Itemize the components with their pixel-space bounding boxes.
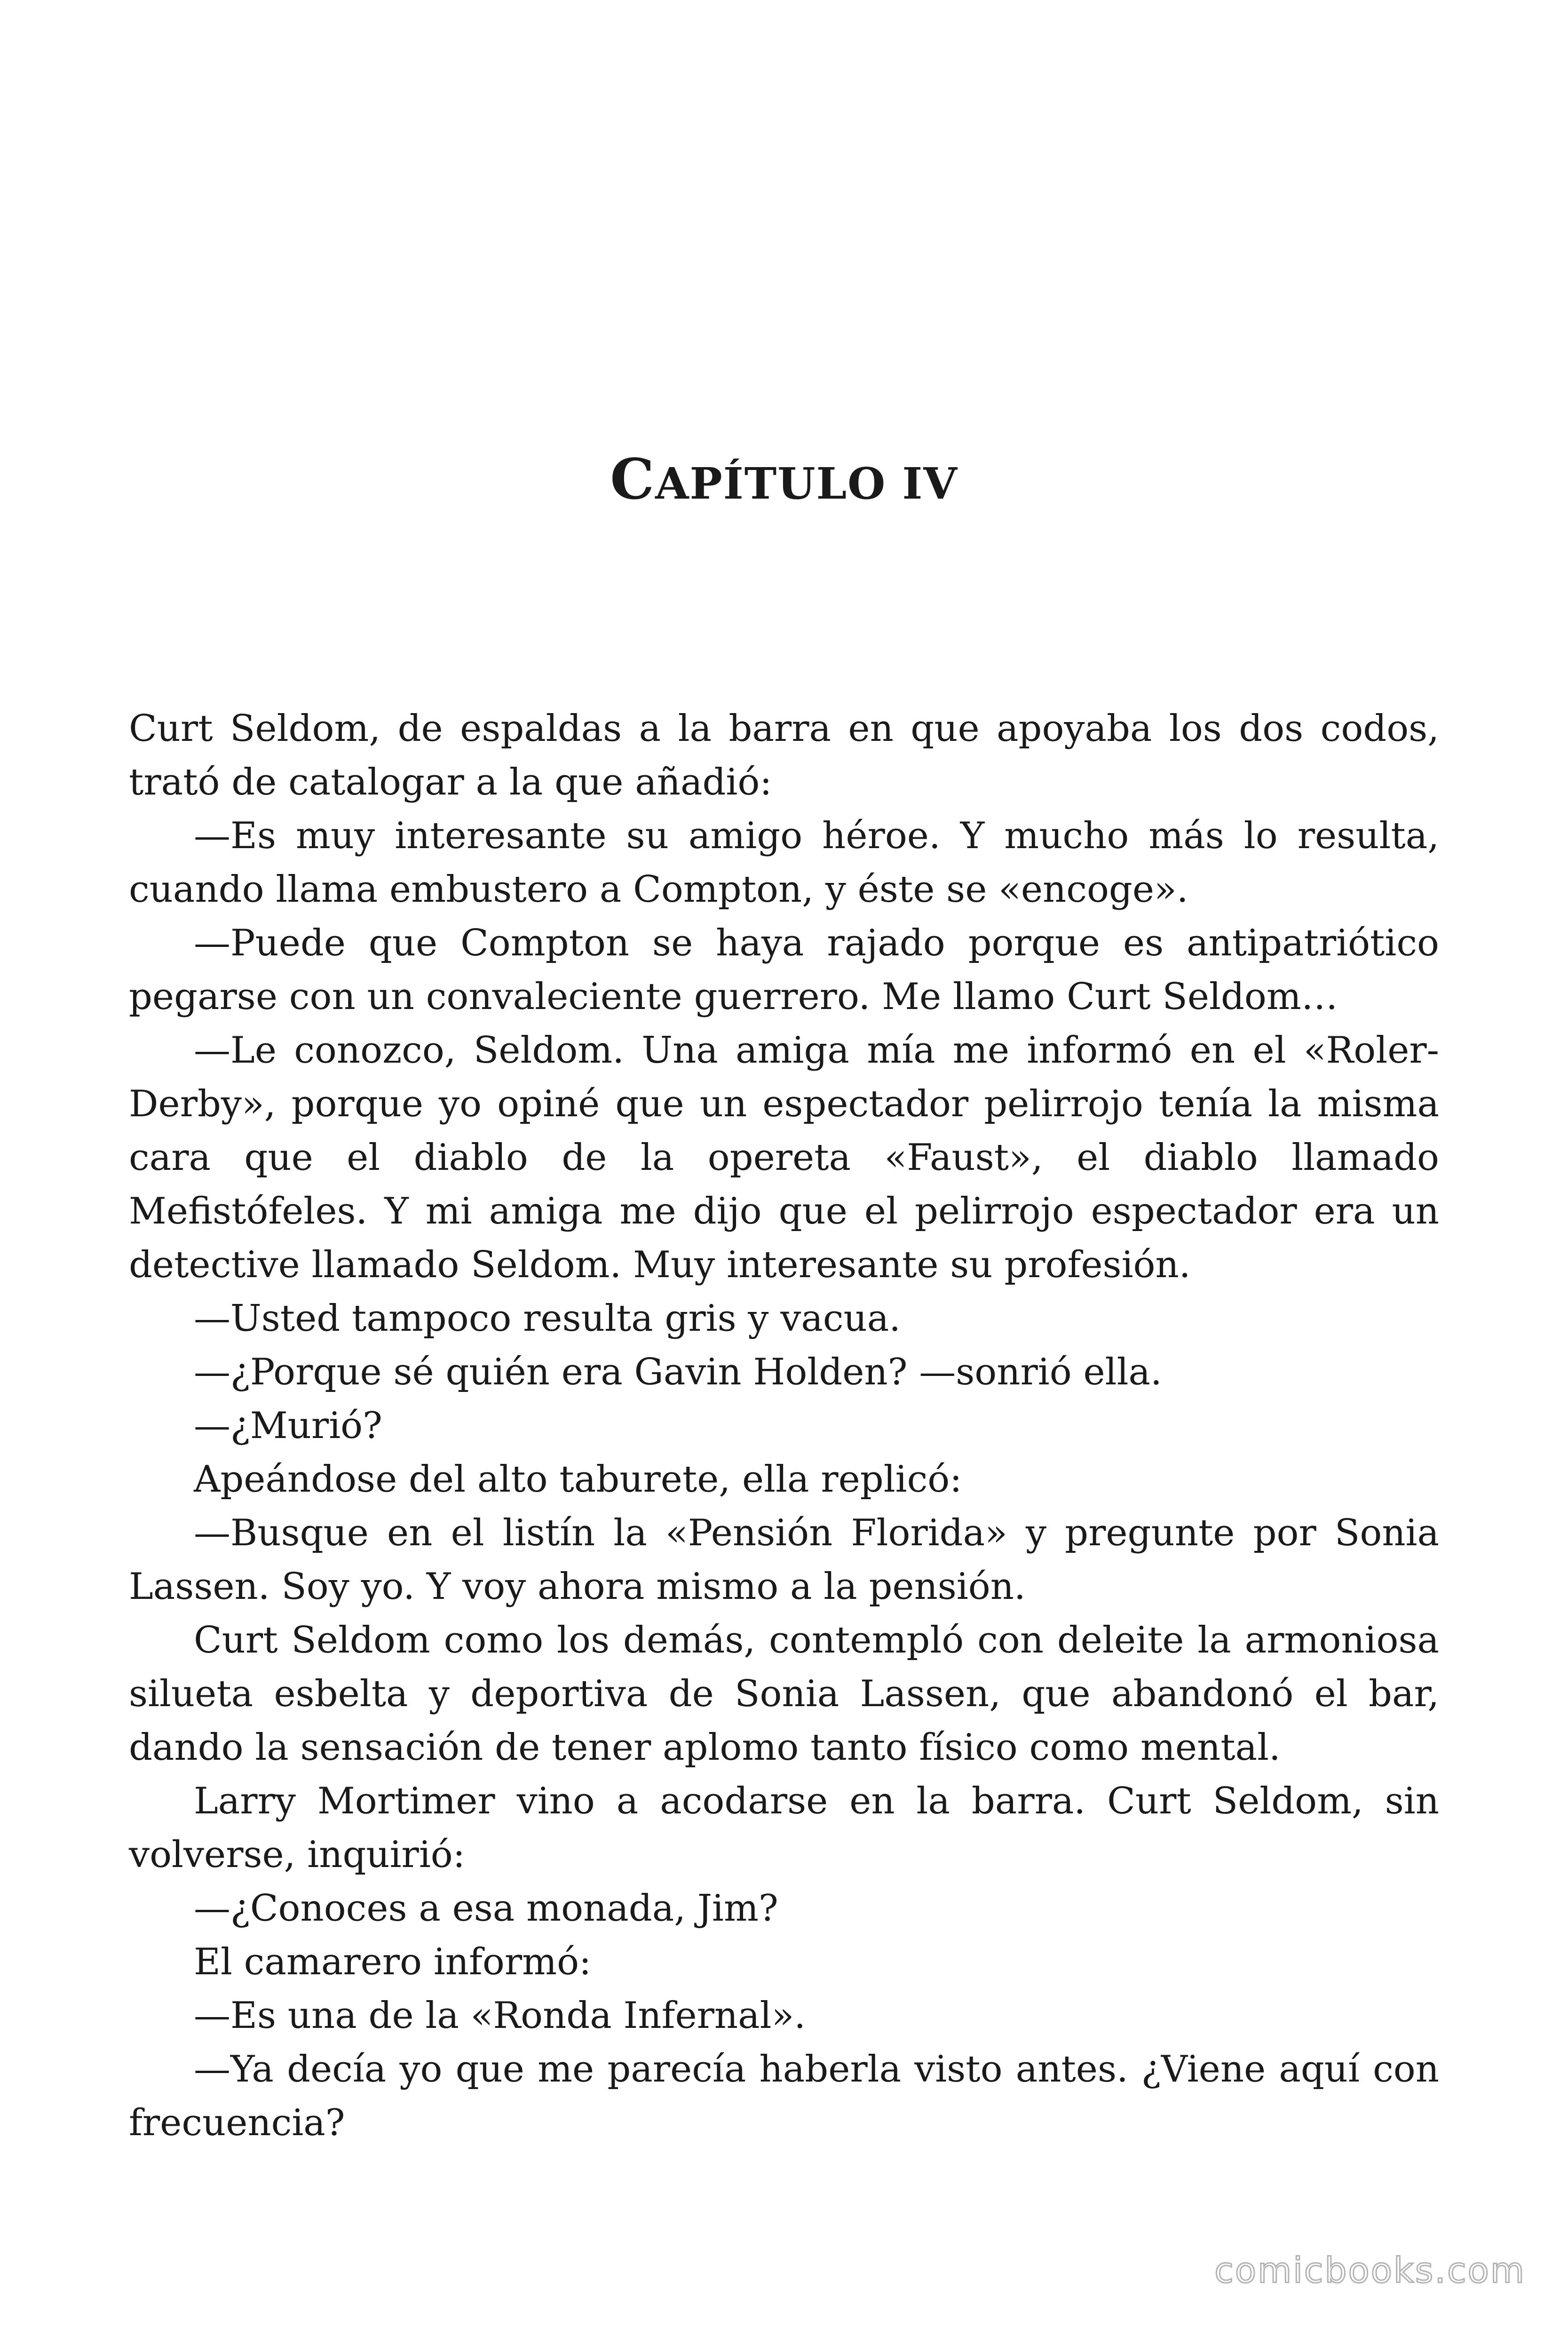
paragraph: —¿Porque sé quién era Gavin Holden? —sonrió ella. [194, 1351, 1162, 1393]
chapter-title [0, 446, 1568, 512]
paragraph: Apeándose del alto taburete, ella replicó: [194, 1458, 962, 1501]
chapter-body [129, 702, 1439, 2150]
paragraph: Curt Seldom, de espaldas a la barra en que apoyaba los dos codos, trató de catalogar a la que añadió: [129, 707, 1439, 803]
paragraph: —Es muy interesante su amigo héroe. Y mucho más lo resulta, cuando llama embustero a Compton, y éste se «encoge». [129, 815, 1439, 911]
paragraph: —Es una de la «Ronda Infernal». [194, 1994, 806, 2037]
paragraph: —Ya decía yo que me parecía haberla visto antes. ¿Viene aquí con frecuencia? [129, 2048, 1439, 2144]
paragraph: —Puede que Compton se haya rajado porque es antipatriótico pegarse con un convaleciente guerrero. Me llamo Curt Seldom… [129, 922, 1439, 1018]
paragraph: —¿Murió? [194, 1405, 382, 1447]
paragraph: Larry Mortimer vino a acodarse en la barra. Curt Seldom, sin volverse, inquirió: [129, 1780, 1439, 1876]
paragraph: —Busque en el listín la «Pensión Florida» y pregunte por Sonia Lassen. Soy yo. Y voy ahora mismo a la pensión. [129, 1512, 1439, 1608]
paragraph: —Usted tampoco resulta gris y vacua. [194, 1297, 901, 1340]
paragraph: Curt Seldom como los demás, contempló con deleite la armoniosa silueta esbelta y deportiva de Sonia Lassen, que abandonó el bar, dando la sensación de tener aplomo tanto físico como mental. [129, 1619, 1439, 1769]
watermark: comicbooks.com [1214, 2250, 1526, 2291]
chapter-title-rest: APÍTULO IV [655, 458, 958, 509]
chapter-title-initial: C [610, 446, 656, 512]
paragraph: El camarero informó: [194, 1941, 592, 1983]
paragraph: —Le conozco, Seldom. Una amiga mía me informó en el «Roler-Derby», porque yo opiné que un espectador pelirrojo tenía la misma cara que el diablo de la opereta «Faust», el diablo llamado Mefistófeles. Y mi amiga me dijo que el pelirrojo espectador era un detective llamado Seldom. Muy interesante su profesión. [129, 1029, 1439, 1286]
paragraph: —¿Conoces a esa monada, Jim? [194, 1887, 778, 1930]
